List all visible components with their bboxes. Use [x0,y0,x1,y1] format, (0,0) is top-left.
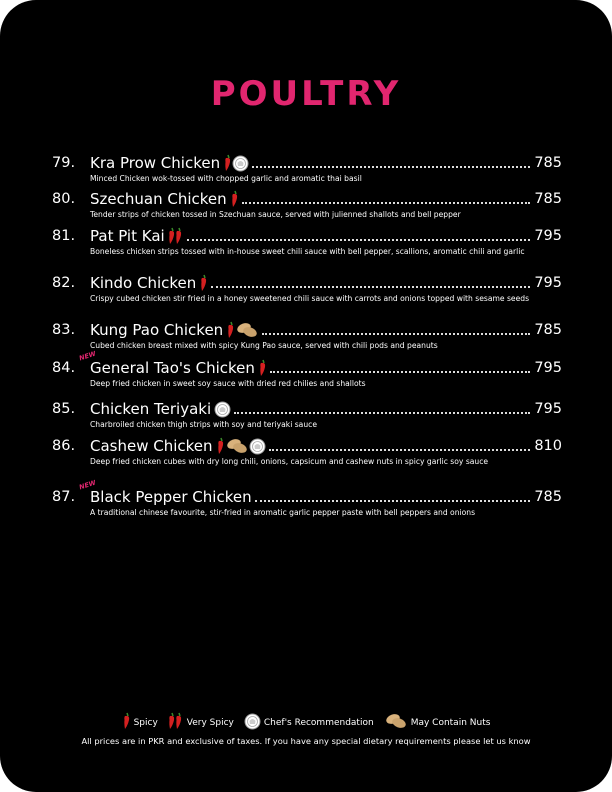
chef-recommendation-icon [244,713,261,733]
menu-item-row [52,436,562,456]
item-number: 86. [52,438,76,454]
legend-very-spicy-label: Very Spicy [186,717,234,728]
leader-dots [270,371,530,373]
item-name: Kra Prow Chicken [90,154,221,172]
leader-dots [269,449,531,451]
leader-dots [252,166,530,168]
item-description: Boneless chicken strips tossed with in-house sweet chili sauce with bell pepper, scallions, aromatic chili and garlic [90,247,525,256]
item-description: Crispy cubed chicken stir fried in a honey sweetened chili sauce with carrots and onions topped with sesame seeds [90,294,530,303]
menu-item [52,436,562,468]
item-number: 87. [52,489,76,505]
chili-icon [230,190,239,208]
item-price: 785 [534,155,562,171]
menu-item [52,478,562,519]
item-number: 84. [52,360,76,376]
item-price: 795 [534,275,562,291]
item-price: 810 [534,438,562,454]
peanut-icon [225,438,249,454]
chef-recommendation-icon [232,155,249,172]
menu-item [52,349,562,390]
item-price: 785 [534,489,562,505]
item-number: 85. [52,401,76,417]
item-description: Tender strips of chicken tossed in Szechuan sauce, served with julienned shallots and bell pepper [90,210,461,219]
chef-recommendation-icon [214,401,231,418]
menu-item-row [52,153,562,173]
item-icons [258,358,267,378]
chef-recommendation-icon [249,438,266,455]
leader-dots [262,333,530,335]
legend-nuts-label: May Contain Nuts [410,717,491,728]
item-name: Chicken Teriyaki [90,400,212,418]
item-number: 82. [52,275,76,291]
legend [0,712,612,733]
item-description: A traditional chinese favourite, stir-fried in aromatic garlic pepper paste with bell peppers and onions [90,508,476,517]
menu-item [52,226,562,258]
menu-item-row [52,226,562,246]
chili-icon [223,154,232,172]
menu-item [52,399,562,431]
chili-icon [199,274,208,292]
item-price: 795 [534,360,562,376]
item-number: 79. [52,155,76,171]
item-name: Kung Pao Chicken [90,321,224,339]
menu-item-row [52,399,562,419]
item-icons [199,273,208,293]
chili-icon [258,359,267,377]
leader-dots [211,286,530,288]
chili-icon [216,437,225,455]
new-badge: NEW [78,478,97,492]
leader-dots [234,412,530,414]
item-description: Deep fried chicken in sweet soy sauce with dried red chilies and shallots [90,379,366,388]
item-icons [214,399,231,419]
footer-note: All prices are in PKR and exclusive of taxes. If you have any special dietary requirements please let us know [81,736,531,746]
item-description: Cubed chicken breast mixed with spicy Kung Pao sauce, served with chili pods and peanuts [90,341,438,350]
menu-item-row [52,487,562,507]
item-name: General Tao's Chicken [90,359,255,377]
menu-item-row [52,273,562,293]
item-price: 795 [534,228,562,244]
double-chili-icon [168,712,184,733]
item-name: Black Pepper Chicken [90,488,252,506]
leader-dots [242,202,531,204]
menu-item-row [52,358,562,378]
item-name: Cashew Chicken [90,437,213,455]
menu-item [52,320,562,352]
legend-chef-label: Chef's Recommendation [263,717,374,728]
menu-item [52,189,562,221]
legend-very-spicy [168,712,234,733]
menu-item [52,273,562,305]
item-price: 795 [534,401,562,417]
chili-icon [226,321,235,339]
item-description: Deep fried chicken cubes with dry long chili, onions, capsicum and cashew nuts in spicy garlic soy sauce [90,457,489,466]
new-badge: NEW [78,349,97,363]
item-number: 81. [52,228,76,244]
menu-item-row [52,320,562,340]
peanut-icon [235,322,259,338]
item-icons [223,153,249,173]
menu-item [52,153,562,185]
peanut-icon [384,713,408,732]
item-icons [168,226,184,246]
item-price: 785 [534,322,562,338]
item-icons [226,320,259,340]
item-description: Charbroiled chicken thigh strips with soy and teriyaki sauce [90,420,317,429]
item-icons [216,436,266,456]
legend-spicy-label: Spicy [133,717,158,728]
item-icons [230,189,239,209]
chili-icon [122,712,131,733]
item-name: Szechuan Chicken [90,190,227,208]
double-chili-icon [168,227,184,245]
menu-item-row [52,189,562,209]
leader-dots [187,239,531,241]
section-title: POULTRY [210,74,402,114]
item-number: 80. [52,191,76,207]
leader-dots [255,500,531,502]
item-name: Kindo Chicken [90,274,197,292]
item-number: 83. [52,322,76,338]
item-price: 785 [534,191,562,207]
legend-spicy [122,712,158,733]
item-description: Minced Chicken wok-tossed with chopped garlic and aromatic thai basil [90,174,362,183]
item-name: Pat Pit Kai [90,227,165,245]
legend-nuts [384,713,491,732]
legend-chef [244,713,374,733]
